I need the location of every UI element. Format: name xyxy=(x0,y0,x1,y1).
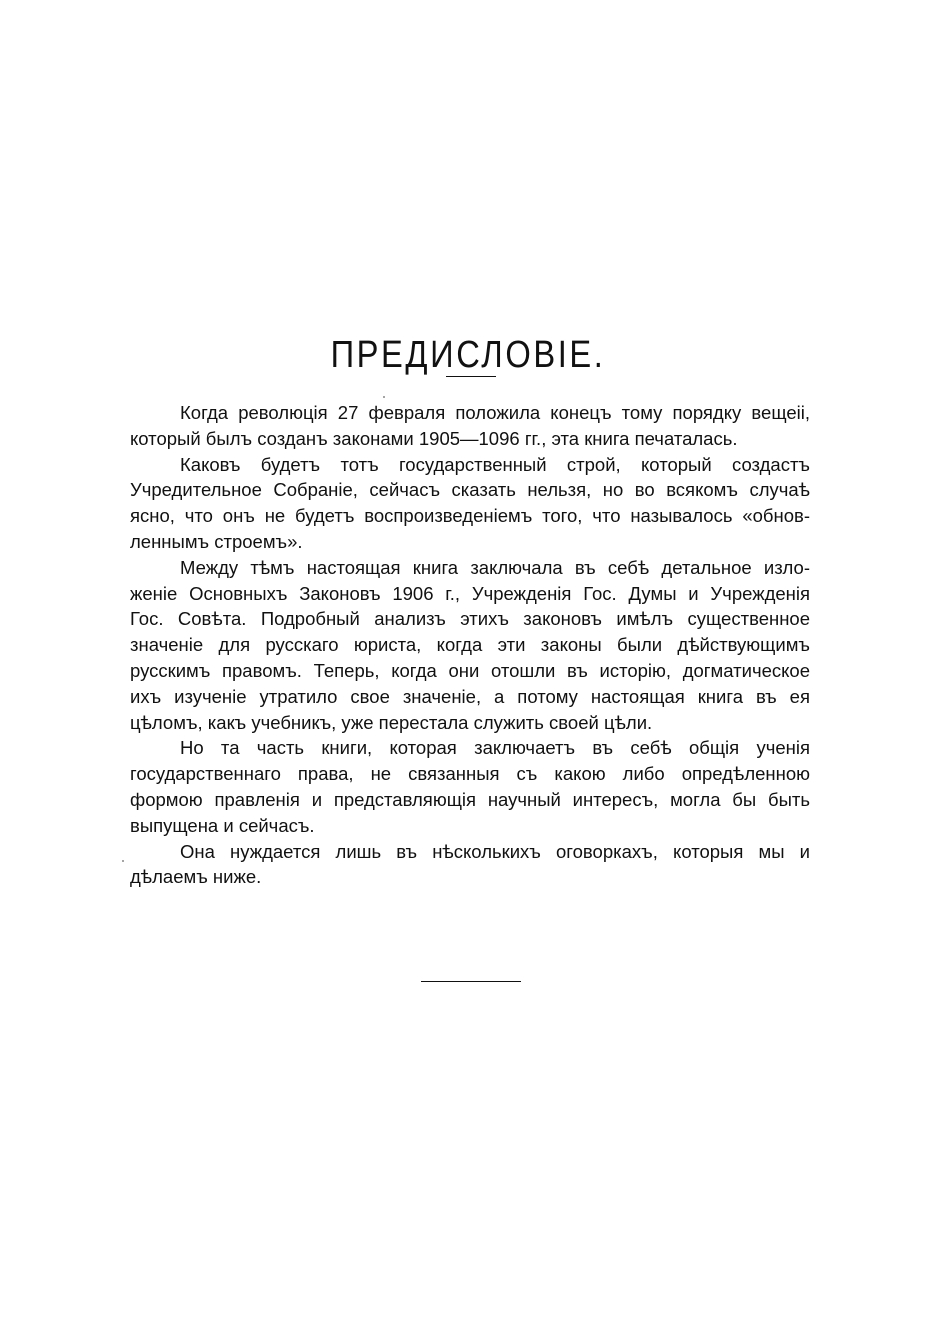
text-line: женіе Основныхъ Законовъ 1906 г., Учрежденія Гос. Думы и Учрежденія xyxy=(130,582,810,604)
text-line: который былъ созданъ законами 1905—1096 гг., эта книга печаталась. xyxy=(130,427,738,449)
text-line: Гос. Совѣта. Подробный анализъ этихъ законовъ имѣлъ существенное xyxy=(130,608,810,630)
print-speck xyxy=(122,860,124,862)
preface-body xyxy=(130,400,810,890)
title-underline-rule xyxy=(446,376,496,377)
print-speck xyxy=(383,396,385,398)
text-line: Она нуждается лишь въ нѣсколькихъ оговоркахъ, которыя мы и xyxy=(180,840,810,862)
text-line: выпущена и сейчасъ. xyxy=(130,814,315,836)
text-line: Каковъ будетъ тотъ государственный строй, который создастъ xyxy=(180,453,810,475)
text-line: Когда революція 27 февраля положила конецъ тому порядку вещеіі, xyxy=(180,402,810,423)
text-line: цѣломъ, какъ учебникъ, уже перестала служить своей цѣли. xyxy=(130,711,653,733)
text-line: формою правленія и представляющія научный интересъ, могла бы быть xyxy=(130,788,810,810)
page-title: ПРЕДИСЛОВІЕ. xyxy=(330,334,606,377)
text-line: русскимъ правомъ. Теперь, когда они отошли въ исторію, догматическое xyxy=(130,659,810,681)
text-line: Но та часть книги, которая заключаетъ въ себѣ общія ученія xyxy=(180,737,810,759)
text-line: государственнаго права, не связанныя съ какою либо опредѣленною xyxy=(130,763,810,785)
text-line: ясно, что онъ не будетъ воспроизведеніемъ того, что называлось «обнов- xyxy=(130,505,810,527)
text-line: Учредительное Собраніе, сейчасъ сказать нельзя, но во всякомъ случаѣ xyxy=(130,479,810,501)
text-line: значеніе для русскаго юриста, когда эти законы были дѣйствующимъ xyxy=(130,634,810,656)
text-line: Между тѣмъ настоящая книга заключала въ себѣ детальное изло- xyxy=(180,556,810,578)
text-line: дѣлаемъ ниже. xyxy=(130,866,262,888)
end-rule xyxy=(421,981,521,982)
text-line: леннымъ строемъ». xyxy=(130,530,303,552)
text-line: ихъ изученіе утратило свое значеніе, а потому настоящая книга въ ея xyxy=(130,685,810,707)
